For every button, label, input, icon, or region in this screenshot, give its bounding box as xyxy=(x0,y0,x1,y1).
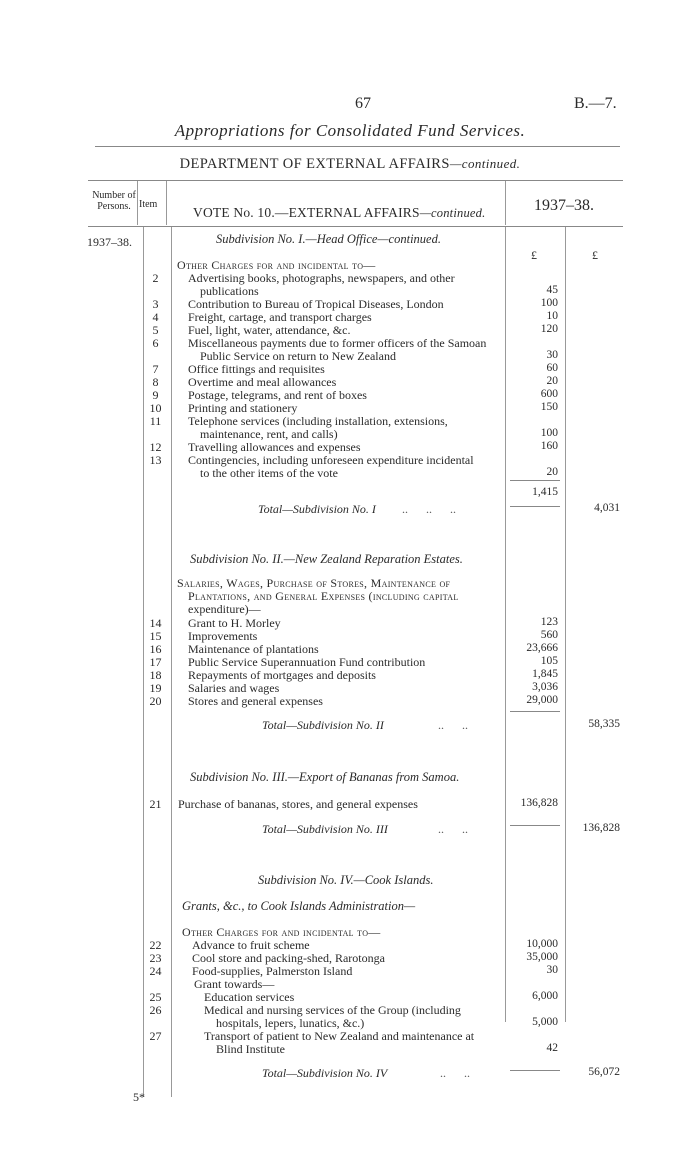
group-heading: expenditure)— xyxy=(188,602,261,616)
col-divider xyxy=(565,227,566,1022)
total-label: Total—Subdivision No. II xyxy=(262,718,384,732)
item-description: Printing and stationery xyxy=(188,401,298,415)
item-amount: 10 xyxy=(546,310,558,322)
group-heading: Plantations, and General Expenses (including capital xyxy=(188,589,459,603)
item-amount: 30 xyxy=(546,964,558,976)
item-amount: 42 xyxy=(546,1042,558,1054)
item-amount: 100 xyxy=(540,427,558,439)
item-amount: 120 xyxy=(540,323,558,335)
item-number: 27 xyxy=(149,1029,162,1043)
item-amount: 600 xyxy=(540,388,558,400)
item-description: Transport of patient to New Zealand and maintenance at xyxy=(204,1029,475,1043)
item-number: 23 xyxy=(149,951,162,965)
leader-dots: .. .. xyxy=(438,822,468,836)
column-header-year: 1937–38. xyxy=(534,197,594,214)
group-heading: Other Charges for and incidental to— xyxy=(177,258,376,272)
item-description: Overtime and meal allowances xyxy=(188,375,337,389)
item-description-continued: Public Service on return to New Zealand xyxy=(200,349,396,363)
item-description: Postage, telegrams, and rent of boxes xyxy=(188,388,367,402)
page-number: 67 xyxy=(355,95,371,112)
item-description: Fuel, light, water, attendance, &c. xyxy=(188,323,351,337)
item-amount: 5,000 xyxy=(532,1016,558,1028)
item-number: 14 xyxy=(149,616,162,630)
subtotal-rule xyxy=(510,711,560,712)
column-header-item: Item xyxy=(139,199,158,210)
subdivision-heading: Subdivision No. IV.—Cook Islands. xyxy=(258,873,434,887)
group-heading: Salaries, Wages, Purchase of Stores, Maintenance of xyxy=(177,576,451,590)
item-amount: 100 xyxy=(540,297,558,309)
item-description: Advertising books, photographs, newspapers, and other xyxy=(188,271,455,285)
item-number: 17 xyxy=(149,655,162,669)
item-description: Salaries and wages xyxy=(188,681,280,695)
item-description: Telephone services (including installation, extensions, xyxy=(188,414,448,428)
item-description: Travelling allowances and expenses xyxy=(188,440,361,454)
item-description: Cool store and packing-shed, Rarotonga xyxy=(192,951,385,965)
department-heading: DEPARTMENT OF EXTERNAL AFFAIRS—continued. xyxy=(179,156,521,172)
item-description: Freight, cartage, and transport charges xyxy=(188,310,372,324)
item-number: 3 xyxy=(152,297,159,311)
item-number: 24 xyxy=(149,964,162,978)
item-number: 20 xyxy=(149,694,162,708)
grant-towards-label: Grant towards— xyxy=(194,977,275,991)
item-number: 10 xyxy=(149,401,162,415)
leader-dots: .. .. xyxy=(438,718,468,732)
item-amount: 1,845 xyxy=(532,668,558,680)
vote-heading: VOTE No. 10.—EXTERNAL AFFAIRS—continued. xyxy=(193,205,486,220)
item-description-continued: hospitals, lepers, lunatics, &c.) xyxy=(216,1016,365,1030)
item-number: 8 xyxy=(152,375,159,389)
col-divider xyxy=(505,227,506,1022)
item-description: Maintenance of plantations xyxy=(188,642,319,656)
item-amount: 123 xyxy=(540,616,558,628)
item-amount: 3,036 xyxy=(532,681,558,693)
item-description: Grant to H. Morley xyxy=(188,616,281,630)
item-amount: 10,000 xyxy=(526,938,558,950)
total-label: Total—Subdivision No. IV xyxy=(262,1066,388,1080)
pound-symbol: £ xyxy=(531,248,537,262)
item-description-continued: publications xyxy=(200,284,259,298)
item-number: 26 xyxy=(149,1003,162,1017)
item-description: Contribution to Bureau of Tropical Diseases, London xyxy=(188,297,444,311)
document-reference: B.—7. xyxy=(574,95,617,112)
col-divider xyxy=(505,181,506,225)
subtotal-rule xyxy=(510,480,560,481)
total-label: Total—Subdivision No. I xyxy=(258,502,376,516)
item-number: 9 xyxy=(152,388,159,402)
item-number: 7 xyxy=(152,362,159,376)
item-number: 21 xyxy=(149,797,162,811)
total-label: Total—Subdivision No. III xyxy=(262,822,388,836)
page-title: Appropriations for Consolidated Fund Services. xyxy=(174,121,526,140)
signature-mark: 5* xyxy=(133,1090,145,1104)
item-number: 15 xyxy=(149,629,162,643)
total-amount: 56,072 xyxy=(588,1066,620,1078)
item-description: Food-supplies, Palmerston Island xyxy=(192,964,353,978)
leader-dots: .. .. xyxy=(440,1066,470,1080)
item-number: 19 xyxy=(149,681,162,695)
item-description-continued: Blind Institute xyxy=(216,1042,285,1056)
item-description-continued: maintenance, rent, and calls) xyxy=(200,427,338,441)
item-description: Medical and nursing services of the Group (including xyxy=(204,1003,461,1017)
item-amount: 29,000 xyxy=(526,694,558,706)
item-number: 13 xyxy=(149,453,162,467)
item-number: 12 xyxy=(149,440,162,454)
item-description: Improvements xyxy=(188,629,258,643)
item-description-continued: to the other items of the vote xyxy=(200,466,338,480)
item-description: Contingencies, including unforeseen expenditure incidental xyxy=(188,453,474,467)
item-amount: 30 xyxy=(546,349,558,361)
item-number: 22 xyxy=(149,938,162,952)
item-amount: 150 xyxy=(540,401,558,413)
pound-symbol: £ xyxy=(592,248,598,262)
item-number: 11 xyxy=(149,414,162,428)
item-description: Purchase of bananas, stores, and general expenses xyxy=(178,797,418,811)
subdivision-heading: Subdivision No. II.—New Zealand Reparation Estates. xyxy=(190,552,463,566)
item-description: Stores and general expenses xyxy=(188,694,323,708)
item-amount: 105 xyxy=(540,655,558,667)
total-amount: 136,828 xyxy=(582,822,620,834)
header-bottom-rule xyxy=(88,226,623,227)
item-amount: 60 xyxy=(546,362,558,374)
total-amount: 4,031 xyxy=(594,502,620,514)
item-amount: 23,666 xyxy=(526,642,558,654)
item-number: 2 xyxy=(152,271,159,285)
item-number: 5 xyxy=(152,323,159,337)
subtotal-rule xyxy=(510,506,560,507)
item-amount: 35,000 xyxy=(526,951,558,963)
col-divider xyxy=(166,181,167,225)
subtotal-amount: 1,415 xyxy=(532,486,558,498)
item-amount: 20 xyxy=(546,466,558,478)
item-amount: 20 xyxy=(546,375,558,387)
col-divider xyxy=(171,227,172,1097)
item-number: 16 xyxy=(149,642,162,656)
grants-heading: Grants, &c., to Cook Islands Administration— xyxy=(182,899,416,913)
col-divider xyxy=(137,181,138,225)
year-label: 1937–38. xyxy=(87,235,132,249)
group-heading: Other Charges for and incidental to— xyxy=(182,925,381,939)
table-top-rule xyxy=(88,180,623,181)
item-description: Education services xyxy=(204,990,295,1004)
item-number: 25 xyxy=(149,990,162,1004)
item-amount: 45 xyxy=(546,284,558,296)
item-number: 6 xyxy=(152,336,159,350)
subdivision-heading: Subdivision No. III.—Export of Bananas from Samoa. xyxy=(190,770,460,784)
item-amount: 6,000 xyxy=(532,990,558,1002)
total-amount: 58,335 xyxy=(588,718,620,730)
item-description: Repayments of mortgages and deposits xyxy=(188,668,376,682)
title-rule xyxy=(95,146,620,147)
subtotal-rule xyxy=(510,1070,560,1071)
leader-dots: .. .. .. xyxy=(402,502,456,516)
item-description: Public Service Superannuation Fund contribution xyxy=(188,655,426,669)
item-amount: 136,828 xyxy=(520,797,558,809)
item-amount: 560 xyxy=(540,629,558,641)
subdivision-heading: Subdivision No. I.—Head Office—continued. xyxy=(216,232,441,246)
item-number: 4 xyxy=(152,310,159,324)
item-amount: 160 xyxy=(540,440,558,452)
column-header-persons: Number of Persons. xyxy=(92,190,136,212)
item-description: Office fittings and requisites xyxy=(188,362,325,376)
subtotal-rule xyxy=(510,825,560,826)
item-description: Advance to fruit scheme xyxy=(192,938,310,952)
item-number: 18 xyxy=(149,668,162,682)
item-description: Miscellaneous payments due to former officers of the Samoan xyxy=(188,336,487,350)
